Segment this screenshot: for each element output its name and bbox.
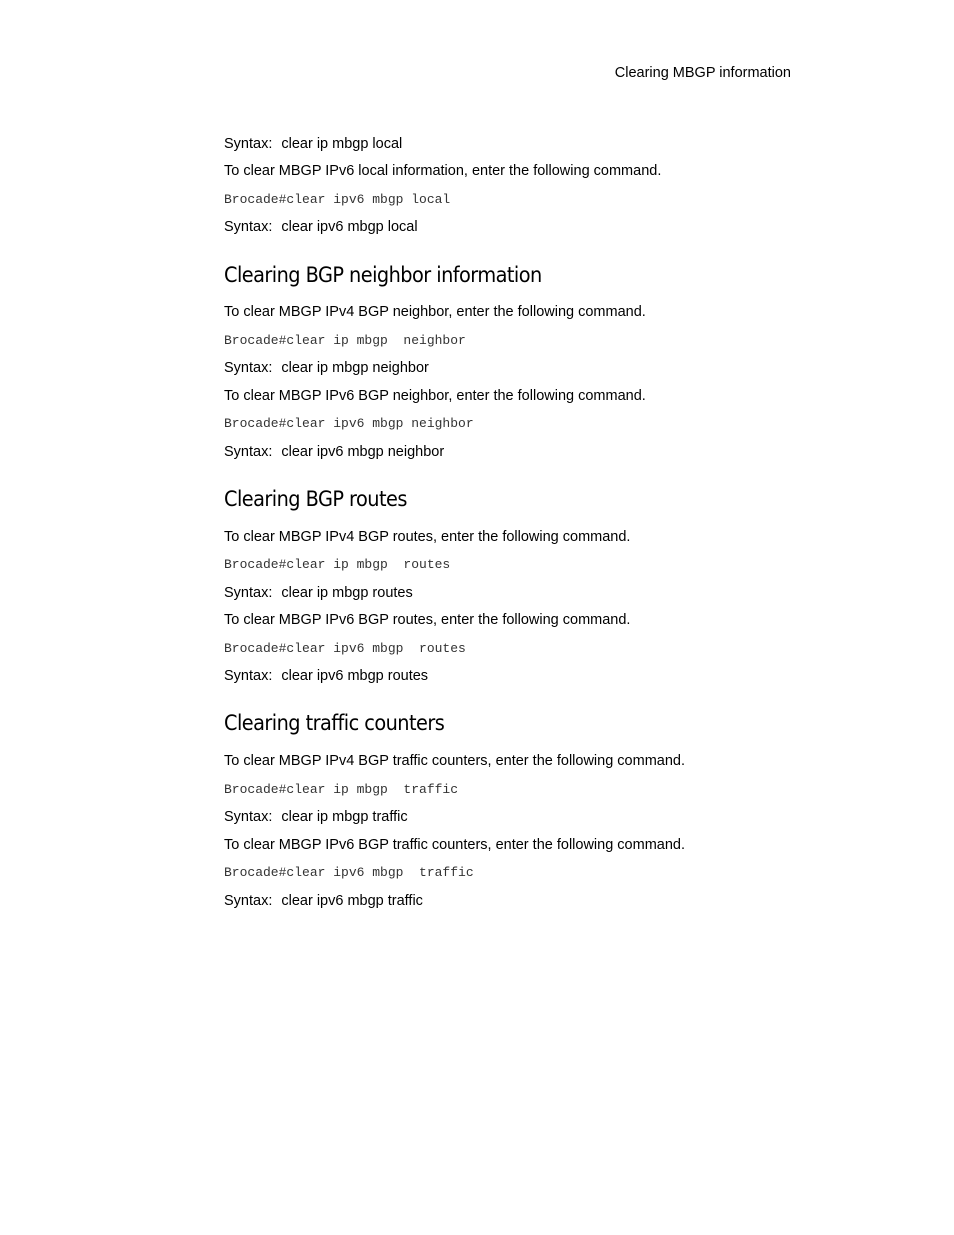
code-example: Brocade#clear ip mbgp routes bbox=[224, 557, 451, 572]
syntax-label: Syntax: bbox=[224, 360, 273, 376]
syntax-label: Syntax: bbox=[224, 893, 273, 909]
syntax-line bbox=[224, 809, 408, 825]
paragraph: To clear MBGP IPv4 BGP routes, enter the following command. bbox=[224, 529, 631, 545]
section-heading: Clearing BGP neighbor information bbox=[224, 263, 542, 287]
paragraph: To clear MBGP IPv6 BGP routes, enter the following command. bbox=[224, 612, 631, 628]
syntax-command: clear ip mbgp local bbox=[281, 136, 403, 152]
syntax-label: Syntax: bbox=[224, 585, 273, 601]
syntax-label: Syntax: bbox=[224, 809, 273, 825]
paragraph: To clear MBGP IPv6 BGP traffic counters, enter the following command. bbox=[224, 837, 685, 853]
syntax-line bbox=[224, 585, 413, 601]
code-example: Brocade#clear ipv6 mbgp local bbox=[224, 192, 451, 207]
syntax-command: clear ipv6 mbgp neighbor bbox=[281, 444, 445, 460]
syntax-command: clear ip mbgp traffic bbox=[281, 809, 408, 825]
syntax-line bbox=[224, 219, 418, 235]
code-example: Brocade#clear ip mbgp traffic bbox=[224, 782, 459, 797]
syntax-line bbox=[224, 668, 428, 684]
syntax-label: Syntax: bbox=[224, 444, 273, 460]
syntax-command: clear ipv6 mbgp traffic bbox=[281, 893, 423, 909]
section-heading: Clearing BGP routes bbox=[224, 487, 407, 511]
syntax-command: clear ipv6 mbgp local bbox=[281, 219, 418, 235]
paragraph: To clear MBGP IPv4 BGP neighbor, enter the following command. bbox=[224, 304, 646, 320]
syntax-line bbox=[224, 136, 402, 152]
paragraph: To clear MBGP IPv4 BGP traffic counters, enter the following command. bbox=[224, 753, 685, 769]
syntax-label: Syntax: bbox=[224, 219, 273, 235]
paragraph: To clear MBGP IPv6 BGP neighbor, enter the following command. bbox=[224, 388, 646, 404]
code-example: Brocade#clear ipv6 mbgp neighbor bbox=[224, 416, 474, 431]
code-example: Brocade#clear ipv6 mbgp traffic bbox=[224, 865, 474, 880]
syntax-command: clear ipv6 mbgp routes bbox=[281, 668, 429, 684]
syntax-line bbox=[224, 893, 423, 909]
syntax-command: clear ip mbgp routes bbox=[281, 585, 413, 601]
syntax-label: Syntax: bbox=[224, 136, 273, 152]
code-example: Brocade#clear ipv6 mbgp routes bbox=[224, 641, 466, 656]
syntax-line bbox=[224, 444, 444, 460]
syntax-line bbox=[224, 360, 429, 376]
code-example: Brocade#clear ip mbgp neighbor bbox=[224, 333, 466, 348]
section-heading: Clearing traffic counters bbox=[224, 711, 445, 735]
syntax-command: clear ip mbgp neighbor bbox=[281, 360, 429, 376]
syntax-label: Syntax: bbox=[224, 668, 273, 684]
running-header: Clearing MBGP information bbox=[614, 65, 791, 81]
paragraph: To clear MBGP IPv6 local information, enter the following command. bbox=[224, 163, 662, 179]
